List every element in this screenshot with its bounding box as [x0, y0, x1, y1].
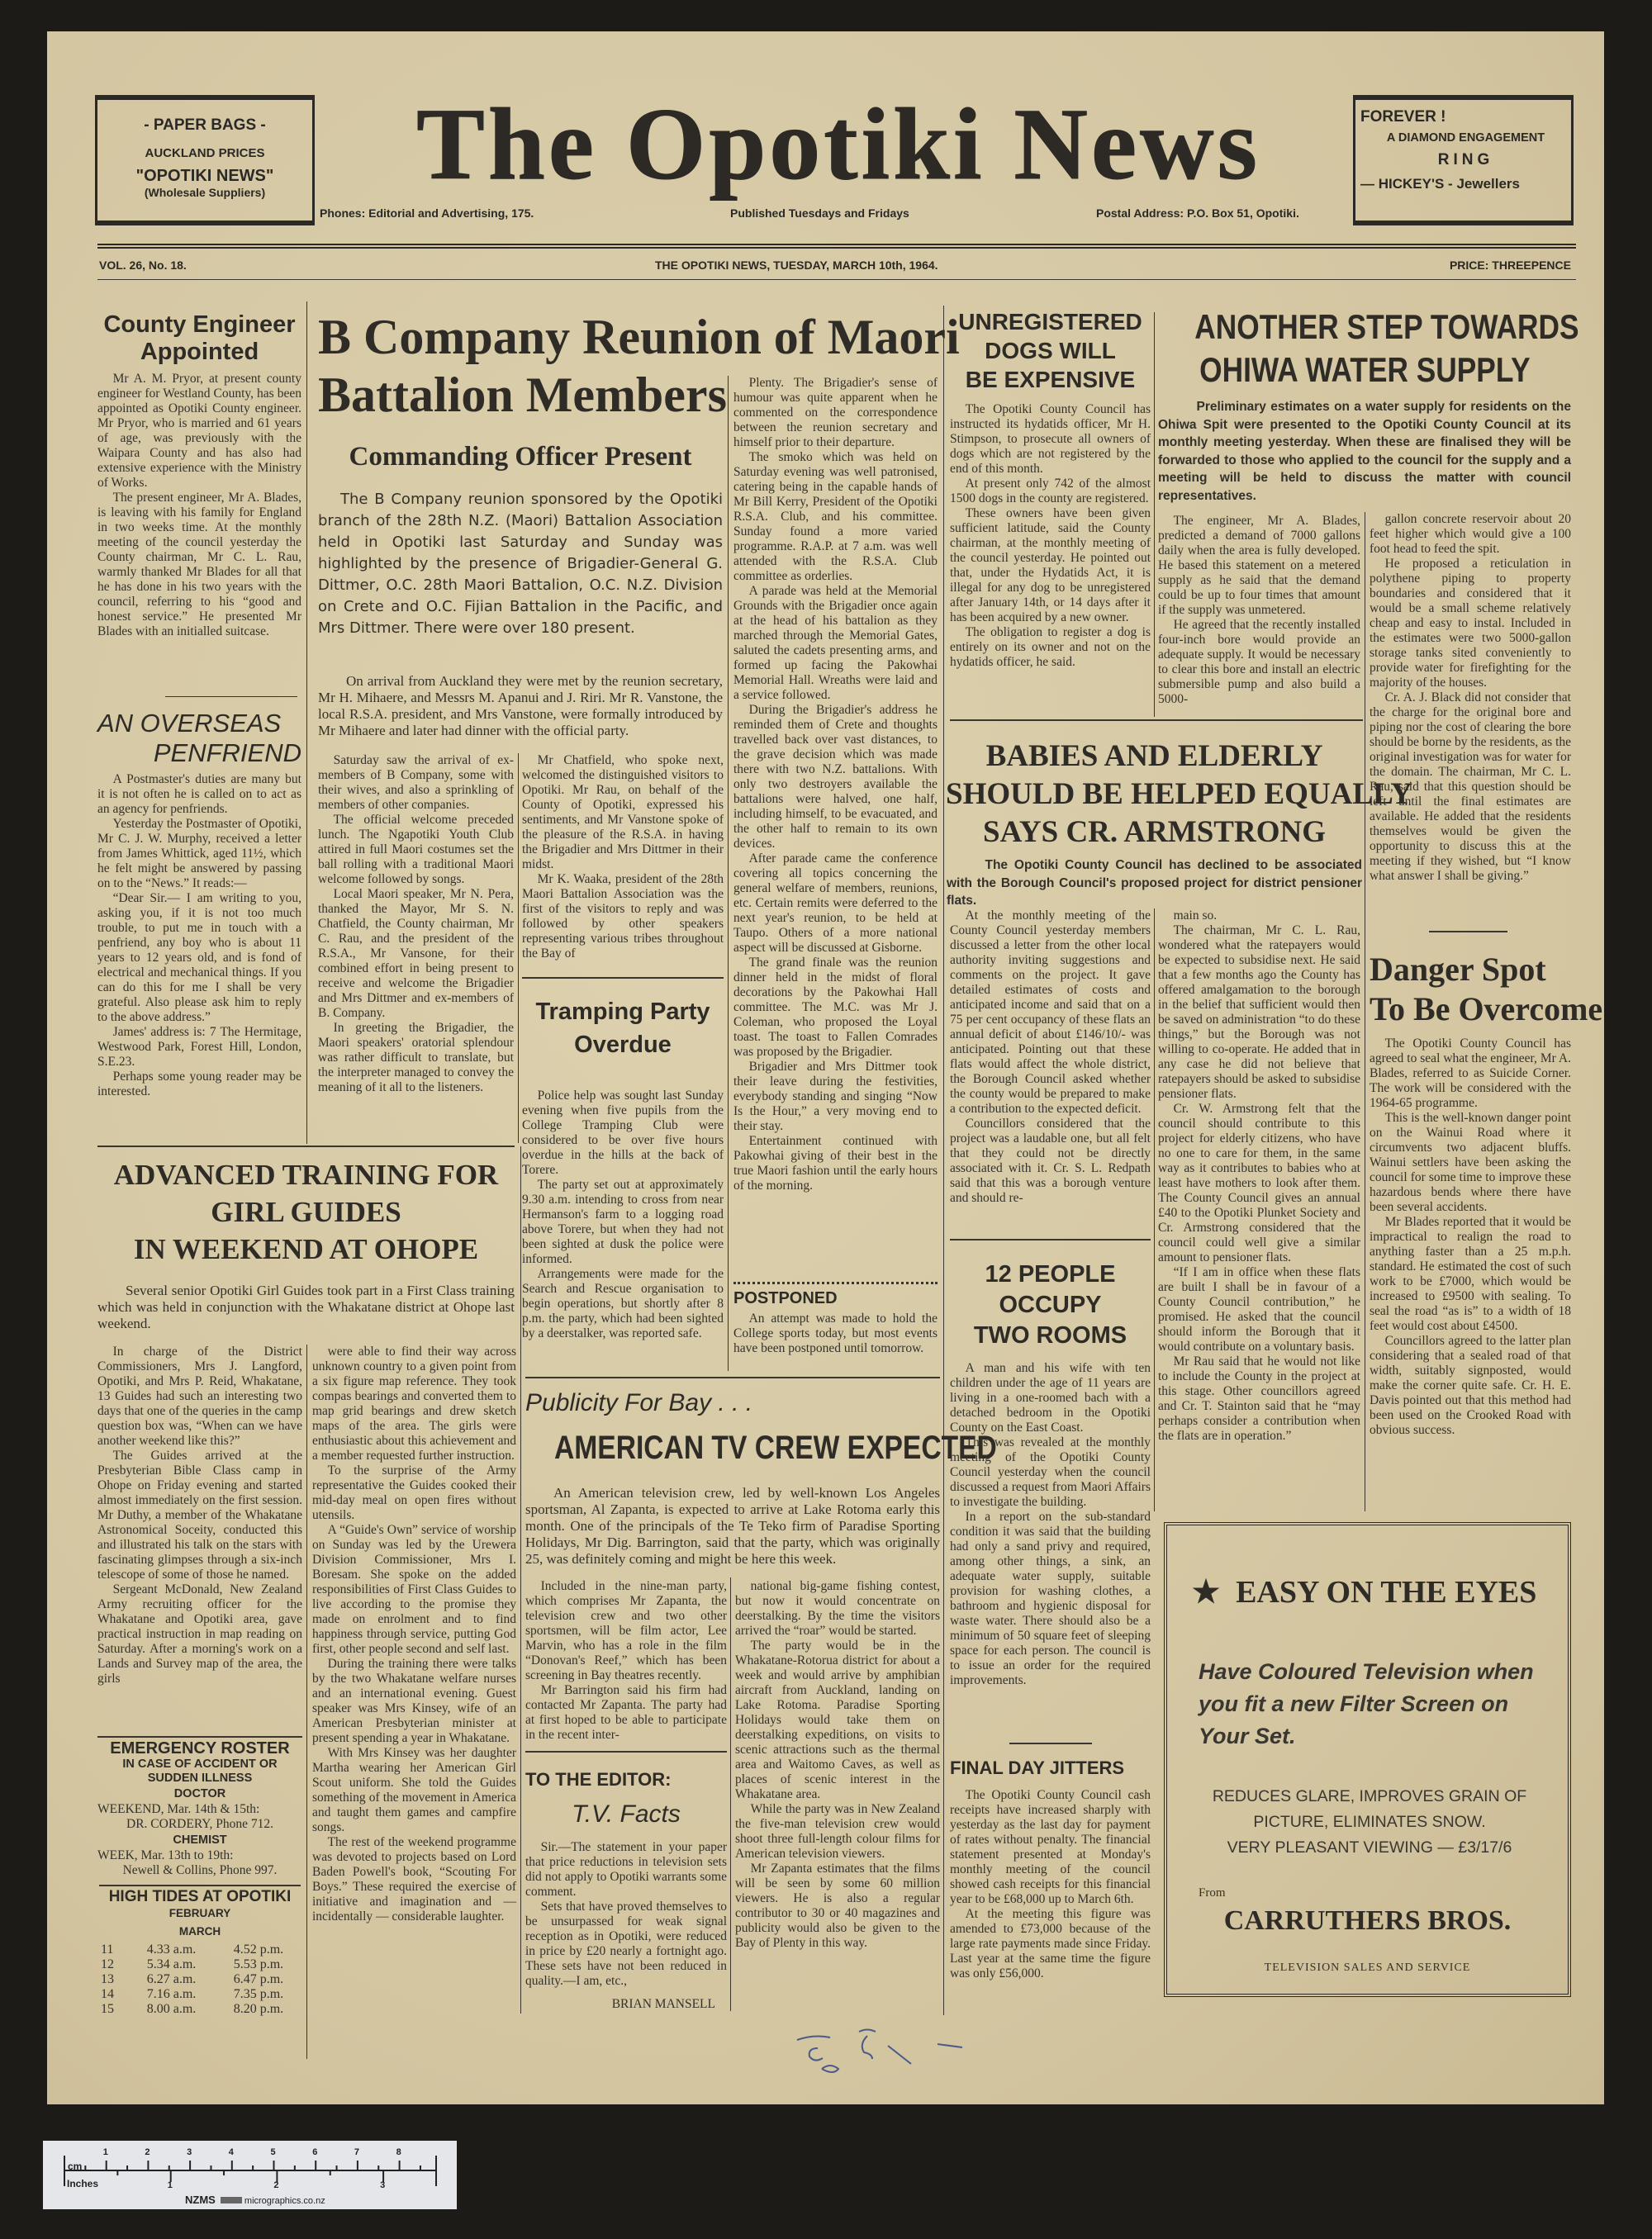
tide-row: [97, 1957, 302, 1972]
paragraph: In a report on the sub-standard condition it was said that the building had only a sand privy and required, among other things, a sink, an adequate water supply, suitable provision for washing clothes, a bathroom and hygienic disposal for waste water. There should also be a minimum of 50 square feet of sleeping space for each person. The council is to issue an order for the required improvements.: [950, 1510, 1151, 1687]
tv-crew-column-b: [735, 1579, 940, 2013]
girl-guides-intro: [97, 1283, 515, 1334]
paragraph: Preliminary estimates on a water supply for residents on the Ohiwa Spit were presented to the Opotiki County Council at its monthly meeting yesterday. When these are finalised they will be forwarded to those who applied to the council for the supply and a meeting will be held to discuss the matter with council representatives.: [1158, 400, 1571, 503]
headline-line: AN OVERSEAS: [97, 709, 282, 738]
paragraph: The B Company reunion sponsored by the Opotiki branch of the 28th N.Z. (Maori) Battalion Association held in Opotiki last Saturday and Sunday was highlighted by the presence of Brigadier-General G. Dittmer, O.C. 28th Maori Battalion, O.C. N.Z. Division on Crete and O.C. Fijian Battalion in the Pacific, and Mrs Dittmer. There were over 180 present.: [318, 491, 723, 637]
headline-line: GIRL GUIDES: [211, 1196, 401, 1228]
paragraph: Councillors considered that the project was a laudable one, but all felt that they could not be directly associated with it. Cr. S. L. Redpath said that this was a borough venture and should re-: [950, 1117, 1151, 1205]
feature-line: REDUCES GLARE, IMPROVES GRAIN OF: [1212, 1787, 1527, 1805]
headline-line: Overdue: [574, 1032, 672, 1058]
paragraph: He proposed a reticulation in polythene piping to property boundaries and considered that it would be a small scheme relatively cheap and easy to instal. Included in the estimates were two 5000-gallon storage tanks sited conveniently to provide water for firefighting for the majority of the houses.: [1370, 557, 1571, 690]
advert-headline-text: EASY ON THE EYES: [1236, 1575, 1537, 1610]
tramping-article: [522, 1089, 724, 1369]
penfriend-headline: [97, 709, 301, 768]
tv-crew-intro: [525, 1485, 940, 1574]
paragraph: Mr Blades reported that it would be impractical to realign the road to anything faster than a 25 m.p.h. standard. He estimated the cost of such work to be £7000, which would be increased to £9500 with sealing. To seal the road “as is” to a width of 18 feet would cost about £4500.: [1370, 1215, 1571, 1333]
column-divider: [306, 301, 307, 1144]
paragraph: Perhaps some young reader may be interested.: [97, 1070, 301, 1098]
dogs-article: [950, 402, 1151, 716]
paragraph: The Opotiki County Council has instructed its hydatids officer, Mr H. Stimpson, to prosecute all owners of dogs which are not registered by the end of this month.: [950, 402, 1151, 476]
column-divider: [1154, 908, 1155, 1511]
headline-line: OHIWA WATER SUPPLY: [1199, 350, 1531, 389]
letter-signature: BRIAN MANSELL: [611, 1997, 715, 2011]
paragraph: The Opotiki County Council has agreed to seal what the engineer, Mr A. Blades, referred to as Suicide Corner. The work will be considered with the 1964-65 programme.: [1370, 1036, 1571, 1110]
tide-day: 13: [101, 1972, 114, 1986]
volume-number: VOL. 26, No. 18.: [99, 259, 187, 272]
article-divider: [525, 1751, 727, 1753]
brand-site: micrographics.co.nz: [244, 2196, 325, 2206]
county-engineer-article: [97, 372, 301, 690]
emergency-subtitle: IN CASE OF ACCIDENT OR SUDDEN ILLNESS: [122, 1758, 278, 1785]
b-company-column-c: [733, 376, 938, 1276]
tide-pm: 7.35 p.m.: [233, 1987, 284, 2001]
ohiwa-intro: [1158, 398, 1571, 504]
column-divider: [943, 306, 944, 2015]
tides-month: FEBRUARY: [169, 1907, 231, 1919]
masthead-rule: [97, 244, 1576, 249]
paragraph: Mr Zapanta estimates that the films will be seen by some 60 million viewers. He is also a regular contributor to 30 or 40 magazines and publicity would also be given to the Bay of Plenty in this way.: [735, 1862, 940, 1950]
paragraph: While the party was in New Zealand the five-man television crew would shoot three full-length colour films for American television viewers.: [735, 1802, 940, 1861]
headline-line: TWO ROOMS: [973, 1322, 1127, 1349]
paragraph: The rest of the weekend programme was devoted to projects based on Lord Baden Powell's book, “Scouting For Boys.” These required the exercise of initiative and imagination and — incidentally — considerable laughter.: [312, 1835, 516, 1924]
paragraph: The grand finale was the reunion dinner held in the midst of floral decorations by the Pakowhai Hall committee. The M.C. was Mr J. Coleman, who proposed the Loyal toast. The toast to Fallen Comrades was proposed by the Brigadier.: [733, 956, 938, 1059]
inches-label: Inches: [67, 2178, 99, 2189]
article-divider: [950, 1239, 1151, 1240]
paragraph: Sergeant McDonald, New Zealand Army recruiting officer for the Whakatane and Opotiki area, gave practical instruction in map reading on Saturday. After a morning's work on a Lands and Survey map of the area, the girls: [97, 1582, 302, 1686]
paragraph: The party set out at approximately 9.30 a.m. intending to cross from near Hermanson's farm to a logging road above Torere, but when they had not been sighted at dusk the police were informed.: [522, 1178, 724, 1266]
brand-name: NZMS: [185, 2194, 216, 2206]
article-divider: [97, 1736, 302, 1738]
paragraph: were able to find their way across unknown country to a given point from a six figure map reference. They took compas bearings and converted them to map grid bearings and drew sketch maps of the area. The girls were enthusiastic about this achievement and a member requested further instruction.: [312, 1345, 516, 1463]
paragraph: In charge of the District Commissioners, Mrs J. Langford, Opotiki, and Mrs P. Reid, Whakatane, 13 Guides had such an interesting two days that one of the queries in the camp question box was, “When can we have another weekend like this?”: [97, 1345, 302, 1448]
headline-line: 12 PEOPLE: [985, 1261, 1116, 1288]
paragraph: These owners have been given sufficient latitude, said the County chairman, at the monthly meeting of the council yesterday. He pointed out that, under the Hydatids Act, it is illegal for any dog to be unregistered after January 14th, or 14 days after it has been acquired by a new owner.: [950, 506, 1151, 624]
tide-am: 6.27 a.m.: [146, 1972, 197, 1986]
headline-line: Tramping Party: [535, 999, 710, 1025]
article-divider: [165, 696, 297, 697]
ad-line: RING: [1437, 151, 1494, 168]
article-divider: [733, 1282, 938, 1284]
paragraph: Sir.—The statement in your paper that price reductions in television sets did not apply to Opotiki warrants some comment.: [525, 1840, 727, 1899]
column-divider: [306, 1345, 307, 2059]
headline-line: Danger Spot: [1370, 951, 1546, 988]
article-divider: [97, 1146, 515, 1147]
newspaper-title: The Opotiki News: [416, 88, 1260, 201]
tides-table: [97, 1943, 302, 2017]
danger-spot-article: [1370, 1036, 1571, 1514]
headline-line: Appointed: [140, 339, 259, 365]
headline-line: IN WEEKEND AT OHOPE: [133, 1233, 479, 1265]
b-company-paragraph: [318, 673, 723, 742]
ohiwa-column-b: [1370, 512, 1571, 917]
danger-spot-headline: [1370, 950, 1603, 1029]
paragraph: Mr A. M. Pryor, at present county engineer for Westland County, has been appointed as Opotiki County engineer. Mr Pryor, who is married and 61 years of age, was previously with the Waipara County and has also had extensive experience with the Ministry of Works.: [97, 372, 301, 490]
paragraph: The official welcome preceded lunch. The Ngapotiki Youth Club attired in full Maori costumes set the ball rolling with a traditional Maori welcome followed by songs.: [318, 813, 514, 886]
cm-tick-label: 5: [270, 2147, 276, 2157]
doctor-name: DR. CORDERY, Phone 712.: [126, 1817, 273, 1831]
cm-tick-label: 7: [354, 2147, 360, 2157]
high-tides: [97, 1888, 302, 2017]
paragraph: At the monthly meeting of the County Council yesterday members discussed a letter from the other local authority inviting suggestions and comments on the project. It gave detailed estimates of costs and anticipated income and said that on a 75 per cent occupancy of these flats an annual deficit of about £146/10/- was anticipated. Pointing out that these flats would affect the whole district, the Borough Council asked whether the county would be prepared to make a contribution to the expected deficit.: [950, 908, 1151, 1116]
handwritten-annotation: [781, 2019, 971, 2077]
column-divider: [520, 1146, 521, 2014]
paragraph: Mr Rau said that he would not like to include the County in the project at this stage. Other councillors agreed and Cr. T. Stainton said that he “may perhaps consider a contribution when the flats are in operation.”: [1158, 1354, 1360, 1443]
tv-crew-kicker: Publicity For Bay . . .: [525, 1389, 753, 1416]
headline-line: ADVANCED TRAINING FOR: [113, 1159, 499, 1191]
tide-row: [97, 1943, 302, 1957]
paragraph: A “Guide's Own” service of worship on Sunday was led by the Urewera Division Commissioner, Mrs I. Boresam. She spoke on the added responsibilities of First Class Guides to live according to the promise they made on enrolment and to find happiness through service, putting God first, other people second and self last.: [312, 1523, 516, 1656]
headline-line: UNREGISTERED: [958, 309, 1142, 334]
cm-tick-label: 1: [102, 2147, 108, 2157]
headline-line: PENFRIEND: [153, 738, 301, 767]
feature-line: VERY PLEASANT VIEWING — £3/17/6: [1227, 1838, 1512, 1857]
paragraph: The smoko which was held on Saturday evening was well patronised, catering being in the capable hands of Mr Bill Kerry, President of the Opotiki R.S.A. Club, and his committee. Sunday found a more varied programme. R.A.P. at 7 a.m. was well attended with the R.S.A. Club committee as orderlies.: [733, 450, 938, 583]
paragraph: gallon concrete reservoir about 20 feet higher which would give a 100 foot head to feed the spit.: [1370, 512, 1571, 556]
article-divider: [525, 1377, 940, 1378]
doctor-label: DOCTOR: [173, 1787, 226, 1800]
cm-tick-label: 6: [312, 2147, 318, 2157]
headline-line: BABIES AND ELDERLY: [985, 739, 1323, 773]
paragraph: Mr K. Waaka, president of the 28th Maori Battalion Association was the first of the visitors to reply and was followed by other speakers representing various tribes throughout the Bay of: [522, 872, 724, 961]
scale-ruler: [43, 2141, 457, 2209]
tv-crew-column-a: [525, 1579, 727, 1744]
advert-service: TELEVISION SALES AND SERVICE: [1264, 1961, 1471, 1974]
ad-line: A DIAMOND ENGAGEMENT: [1386, 131, 1545, 145]
chemist-dates: WEEK, Mar. 13th to 19th:: [97, 1848, 234, 1862]
emergency-roster: [97, 1739, 302, 1878]
dateline-rule: [97, 279, 1576, 280]
twelve-people-headline: [950, 1259, 1151, 1351]
b-company-headline-2: Battalion Members: [318, 368, 727, 422]
chemist-label: CHEMIST: [173, 1833, 227, 1847]
paragraph: The Guides arrived at the Presbyterian Bible Class camp in Ohope on Friday evening and started almost immediately on the first session. Mr Duthy, a member of the Whakatane Astronomical Soceity, conducted this and illustrated his talk on the stars with fascinating glimpses through a six-inch telescope of some of those he named.: [97, 1449, 302, 1582]
advert-features: [1184, 1784, 1555, 1861]
postponed-headline: POSTPONED: [733, 1289, 838, 1307]
paragraph: This is the well-known danger point on the Wainui Road where it circumvents two adjacent bluffs. Wainui settlers have been asking the council for some time to improve these hazardous bends where there have been several accidents.: [1370, 1111, 1571, 1214]
paragraph: Included in the nine-man party, which comprises Mr Zapanta, the television crew and two other sportsmen, will be film actor, Lee Marvin, who has a role in the film “Donovan's Reef,” which has been screening in Bay theatres recently.: [525, 1579, 727, 1682]
paragraph: The party would be in the Whakatane-Rotorua district for about a week and would arrive by amphibian aircraft from Auckland, landing on Lake Rotoma. Paradise Sporting Holidays would take them on deerstalking expeditions, on visits to scenic attractions such as the thermal area and Waitomo Caves, as well as places of scenic interest in the Whakatane area.: [735, 1639, 940, 1801]
headline-line: SHOULD BE HELPED EQUALLY: [946, 777, 1413, 811]
article-divider: [1429, 931, 1507, 932]
hickeys-jewellers-ad: [1353, 95, 1574, 225]
headline-line: County Engineer: [103, 311, 296, 338]
advert-headline: [1192, 1573, 1536, 1610]
ad-line: FOREVER !: [1360, 108, 1446, 126]
paragraph: A parade was held at the Memorial Grounds with the Brigadier once again at the head of his battalion as they marched through the Memorial Gates, saluted the cadets presenting arms, and formed up facing the Pakowhai Memorial Hall. Wreaths were laid and a service followed.: [733, 584, 938, 702]
cm-label: cm: [68, 2161, 83, 2172]
paragraph: Police help was sought last Sunday evening when five pupils from the College Tramping Club were considered to be over five hours overdue in the hills at the back of Torere.: [522, 1089, 724, 1177]
tides-month: MARCH: [178, 1925, 221, 1938]
tide-am: 8.00 a.m.: [146, 2002, 197, 2016]
final-day-article: [950, 1788, 1151, 2015]
paragraph: Sets that have proved themselves to be unsurpassed for weak signal reception as in Opotiki, were reduced in price by £20 nearly a fortnight ago. These sets have not been reduced in quality.—I am, etc.,: [525, 1900, 727, 1988]
ad-line: - PAPER BAGS -: [144, 116, 266, 134]
article-divider: [99, 1885, 301, 1886]
price: PRICE: THREEPENCE: [1449, 259, 1571, 272]
b-company-headline: B Company Reunion of Maori: [318, 310, 960, 364]
tide-row: [97, 2002, 302, 2017]
cm-tick-label: 4: [228, 2147, 234, 2157]
paragraph: Cr. A. J. Black did not consider that the charge for the original bore and piping nor the cost of clearing the bore should be borne by the residents, as the original investigation was for water for the domain. The chairman, Mr C. L. Rau, said that this question should be left until the final estimates are available. He added that the residents themselves would be given the opportunity to discuss this at the meeting if they wished, but “I know what answer I shall be giving.”: [1370, 690, 1571, 883]
paragraph: Mr Chatfield, who spoke next, welcomed the distinguished visitors to Opotiki. Mr Rau, on behalf of the County of Opotiki, expressed his sentiments, and Mr Vanstone spoke of the pleasure of the R.S.A. in having the Brigadier and Mrs Dittmer in their midst.: [522, 753, 724, 871]
column-divider: [518, 753, 519, 1143]
headline-line: ANOTHER STEP TOWARDS: [1194, 307, 1579, 346]
paragraph: In greeting the Brigadier, the Maori speakers' oratorial splendour was rather difficult to translate, but the interpreter managed to convey the meaning of it all to the listeners.: [318, 1021, 514, 1094]
tv-crew-headline: [512, 1429, 997, 1467]
b-company-column-a: [318, 753, 514, 1145]
paragraph: The engineer, Mr A. Blades, predicted a demand of 7000 gallons daily when the area is fully developed. He based this statement on a metered supply as he said that the demand could be up to four times that amount if the supply was unmetered.: [1158, 514, 1360, 617]
star-icon: ★: [1192, 1575, 1221, 1610]
penfriend-article: [97, 772, 301, 1140]
paragraph: At present only 742 of the almost 1500 dogs in the county are registered.: [950, 477, 1151, 505]
emergency-title: EMERGENCY ROSTER: [110, 1739, 290, 1758]
tide-am: 5.34 a.m.: [146, 1957, 197, 1971]
headline-line: BE EXPENSIVE: [965, 367, 1136, 392]
tide-row: [97, 1987, 302, 2002]
paragraph: A Postmaster's duties are many but it is not often he is called on to act as an agency for penfriends.: [97, 772, 301, 816]
paragraph: Arrangements were made for the Search and Rescue organisation to begin operations, but shortly after 8 p.m. the party, which had been sighted by a deerstalker, was reported safe.: [522, 1267, 724, 1340]
paragraph: “Dear Sir.— I am writing to you, asking you, if it is not too much trouble, to put me in touch with a penfriend, any boy who is about 11 years to 12 years old, and is fond of electrical and mechanical things. If you can do this for me I shall be very grateful. Also please ask him to reply to the above address.”: [97, 891, 301, 1024]
paragraph: During the training there were talks by the two Whakatane welfare nurses and an international evening. Guest speaker was Mrs Kinsey, wife of an American Presbyterian minister at present spending a year in Whakatane.: [312, 1657, 516, 1745]
carruthers-tv-advert: [1164, 1522, 1571, 1997]
column-divider: [730, 1577, 731, 2011]
inch-tick-label: 1: [167, 2180, 173, 2190]
paragraph: Mr Barrington said his firm had contacted Mr Zapanta. The party had at first hoped to be able to participate in the recent inter-: [525, 1683, 727, 1742]
advert-tagline: Have Coloured Television when you fit a new Filter Screen on Your Set.: [1199, 1659, 1534, 1748]
cm-tick-label: 8: [396, 2147, 401, 2157]
paragraph: An attempt was made to hold the College sports today, but most events have been postponed until tomorrow.: [733, 1312, 938, 1355]
paragraph: Plenty. The Brigadier's sense of humour was quite apparent when he commented on the correspondence between the reunion secretary and himself prior to their departure.: [733, 376, 938, 449]
paragraph: The obligation to register a dog is entirely on its owner and not on the hydatids officer, he said.: [950, 625, 1151, 669]
postponed-article: [733, 1312, 938, 1371]
babies-headline: [946, 738, 1413, 851]
b-company-subhead: Commanding Officer Present: [349, 442, 692, 472]
paragraph: Entertainment continued with Pakowhai giving of their best in the true Maori fashion until the early hours of the morning.: [733, 1134, 938, 1193]
paragraph: Saturday saw the arrival of ex-members of B Company, some with their wives, and also a sprinkling of members of other companies.: [318, 753, 514, 812]
headline-line: To Be Overcome: [1370, 990, 1603, 1027]
paragraph: Cr. W. Armstrong felt that the council should contribute to this project for elderly citizens, who have no one to care for them, in the same way as it contributes to babies who at least have mothers to look after them. The County Council gives an annual £40 to the Opotiki Plunket Society and Cr. Armstrong considered that the council could well give a similar amount to pensioner flats.: [1158, 1102, 1360, 1264]
advert-company: CARRUTHERS BROS.: [1223, 1905, 1512, 1936]
ad-line: "OPOTIKI NEWS": [135, 167, 274, 185]
paragraph: “If I am in office when these flats are built I shall be in favour of a County Council contribution,” he promised. He asked that the council should inform the Borough that it would contribute on a voluntary basis.: [1158, 1265, 1360, 1354]
headline-text: AMERICAN TV CREW EXPECTED: [554, 1430, 997, 1466]
paragraph: Brigadier and Mrs Dittmer took their leave during the festivities, everybody standing and singing “Now Is the Hour,” a very moving end to their stay.: [733, 1060, 938, 1133]
article-divider: [522, 977, 724, 979]
tramping-headline: [522, 995, 724, 1061]
tide-day: 11: [101, 1943, 114, 1957]
paragraph: Councillors agreed to the latter plan considering that a sealed road of that width, suitably signposted, would make the corner quite safe. Cr. H. E. Davis pointed out that this method had been used on the Crooked Road with obvious success.: [1370, 1334, 1571, 1437]
published-line: Published Tuesdays and Fridays: [730, 206, 909, 220]
headline-line: DOGS WILL: [985, 338, 1116, 363]
paragraph: An American television crew, led by well-known Los Angeles sportsman, Al Zapanta, is expected to arrive at Lake Rotoma early this month. One of the principals of the Te Teko firm of Paradise Sporting Holidays, Mr Dig. Barrington, said that the party, which was originally 25, was definitely coming and might be here this week.: [525, 1485, 940, 1567]
paragraph: Yesterday the Postmaster of Opotiki, Mr C. J. W. Murphy, received a letter from James Whittick, aged 11½, which he felt might be answered by passing on to the “News.” It reads:—: [97, 817, 301, 890]
paragraph: James' address is: 7 The Hermitage, Westwood Park, Forest Hill, London, S.E.23.: [97, 1025, 301, 1069]
ohiwa-column-a: [1158, 514, 1360, 716]
babies-column-b: [1158, 908, 1360, 1511]
babies-intro: [947, 856, 1362, 908]
ad-line: AUCKLAND PRICES: [145, 146, 265, 160]
paragraph: main so.: [1173, 908, 1218, 923]
paragraph: The Opotiki County Council has declined to be associated with the Borough Council's proposed project for district pensioner flats.: [947, 858, 1362, 908]
doctor-dates: WEEKEND, Mar. 14th & 15th:: [97, 1802, 260, 1816]
letter-headline: T.V. Facts: [572, 1800, 681, 1828]
chemist-name: Newell & Collins, Phone 997.: [122, 1863, 278, 1877]
inch-tick-label: 2: [273, 2180, 279, 2190]
tide-am: 7.16 a.m.: [146, 1987, 197, 2001]
phones-line: Phones: Editorial and Advertising, 175.: [320, 206, 534, 220]
twelve-people-article: [950, 1361, 1151, 1734]
ohiwa-headline: [1158, 306, 1579, 391]
paper-bags-ad: [95, 95, 315, 225]
tide-day: 15: [101, 2002, 114, 2016]
article-divider: [1009, 1743, 1092, 1744]
paragraph: To the surprise of the Army representative the Guides cooked their mid-day meal on open fires without utensils.: [312, 1463, 516, 1522]
paragraph: He agreed that the recently installed four-inch bore would provide an adequate supply. It would be necessary to clear this bore and install an electric submersible pump and also build a 5000-: [1158, 618, 1360, 706]
tides-title: HIGH TIDES AT OPOTIKI: [108, 1888, 292, 1905]
tide-pm: 6.47 p.m.: [233, 1972, 284, 1986]
cm-tick-label: 3: [187, 2147, 192, 2157]
paragraph: A man and his wife with ten children under the age of 11 years are living in a one-roomed bach with a detached bedroom in the Opotiki County on the East Coast.: [950, 1361, 1151, 1435]
headline-line: OCCUPY: [999, 1292, 1102, 1318]
tide-day: 14: [101, 1987, 114, 2001]
final-day-headline: FINAL DAY JITTERS: [950, 1758, 1125, 1778]
paragraph: After parade came the conference covering all topics concerning the general welfare of members, reunions, etc. Certain remits were deferred to the next year's reunion, to be held at Taupo. Others of a more national aspect will be discussed at Gisborne.: [733, 851, 938, 955]
girl-guides-column-a: [97, 1345, 302, 1733]
inch-tick-label: 3: [380, 2180, 386, 2190]
letter-body: [525, 1840, 727, 1997]
headline-line: SAYS CR. ARMSTRONG: [983, 815, 1326, 849]
tide-pm: 8.20 p.m.: [233, 2002, 284, 2016]
paragraph: This was revealed at the monthly meeting of the Opotiki County Council yesterday when the council discussed a request from Maori Affairs to investigate the building.: [950, 1435, 1151, 1509]
tide-row: [97, 1972, 302, 1987]
paragraph: Several senior Opotiki Girl Guides took part in a First Class training which was held in conjunction with the Whakatane district at Ohope last weekend.: [97, 1283, 515, 1331]
dateline: THE OPOTIKI NEWS, TUESDAY, MARCH 10th, 1964.: [655, 259, 938, 272]
dogs-headline: [950, 307, 1151, 394]
girl-guides-column-b: [312, 1345, 516, 2059]
babies-column-a: [950, 908, 1151, 1234]
paragraph: During the Brigadier's address he reminded them of Crete and thoughts travelled back over vast distances, to the grave decision which was made there with two N.Z. battalions. With only two destroyers available the battalions were halved, one half, including himself, to be evacuated, and the other half to remain to its own devices.: [733, 703, 938, 851]
tide-day: 12: [101, 1957, 114, 1971]
letter-section-label: TO THE EDITOR:: [525, 1769, 672, 1790]
b-company-column-b: [522, 753, 724, 975]
column-divider: [1154, 312, 1155, 717]
ad-line: (Wholesale Suppliers): [144, 186, 266, 199]
tide-pm: 4.52 p.m.: [233, 1943, 284, 1957]
girl-guides-headline: [97, 1156, 515, 1268]
column-divider: [728, 376, 729, 1371]
county-engineer-headline: [97, 311, 301, 366]
paragraph: At the meeting this figure was amended to £73,000 because of the large rate payments made since Friday. Last year at the same time the figure was only £56,000.: [950, 1907, 1151, 1980]
paragraph: With Mrs Kinsey was her daughter Martha wearing her American Girl Scout uniform. She told the Guides something of the movement in America and taught them games and campfire songs.: [312, 1746, 516, 1834]
tide-pm: 5.53 p.m.: [233, 1957, 284, 1971]
paragraph: The Opotiki County Council cash receipts have increased sharply with yesterday as the last day for payment of rates without penalty. The financial statement presented at Monday's monthly meeting of the council showed cash receipts for this financial year to be £68,000 up to March 6th.: [950, 1788, 1151, 1906]
paragraph: On arrival from Auckland they were met by the reunion secretary, Mr H. Mihaere, and Messrs M. Apanui and J. Riri. Mr R. Vanstone, the local R.S.A. president, and Mrs Vanstone, were formally introduced by Mr Mihaere and later had dinner with the official party.: [318, 673, 723, 738]
paragraph: national big-game fishing contest, but now it would concentrate on deerstalking. By the time the visitors arrived the “roar” would be started.: [735, 1579, 940, 1638]
advert-from: From: [1199, 1886, 1226, 1900]
ruler-brand: [185, 2194, 325, 2206]
b-company-lead: [318, 489, 723, 664]
brand-logo-icon: [221, 2197, 242, 2203]
ad-line: — HICKEY'S - Jewellers: [1360, 176, 1521, 192]
postal-address: Postal Address: P.O. Box 51, Opotiki.: [1096, 206, 1299, 220]
article-divider: [950, 719, 1363, 721]
tide-am: 4.33 a.m.: [146, 1943, 197, 1957]
paragraph: The chairman, Mr C. L. Rau, wondered what the ratepayers would be expected to subsidise next. He said that a few months ago the County has offered amalgamation to the borough in the belief that sufficient would then be saved on administration “to do these things,” but the Borough was not willing to co-operate. He added that in any case he did not believe that ratepayers should be asked to subsidise pensioner flats.: [1158, 923, 1360, 1101]
cm-tick-label: 2: [145, 2147, 150, 2157]
paragraph: The present engineer, Mr A. Blades, is leaving with his family for England in two weeks time. At the monthly meeting of the council yesterday the County chairman, Mr C. L. Rau, warmly thanked Mr Blades for all that he has done in his two years with the council, referring to his “good and honest service.” He presented Mr Blades with an initialled suitcase.: [97, 491, 301, 638]
paragraph: Local Maori speaker, Mr N. Pera, thanked the Mayor, Mr S. N. Chatfield, the County chairman, Mr C. Rau, and the president of the R.S.A., Mr Vansone, for their combined effort in being present to receive and welcome the Brigadier and Mrs Dittmer and ex-members of B. Company.: [318, 887, 514, 1020]
feature-line: PICTURE, ELIMINATES SNOW.: [1253, 1813, 1486, 1831]
